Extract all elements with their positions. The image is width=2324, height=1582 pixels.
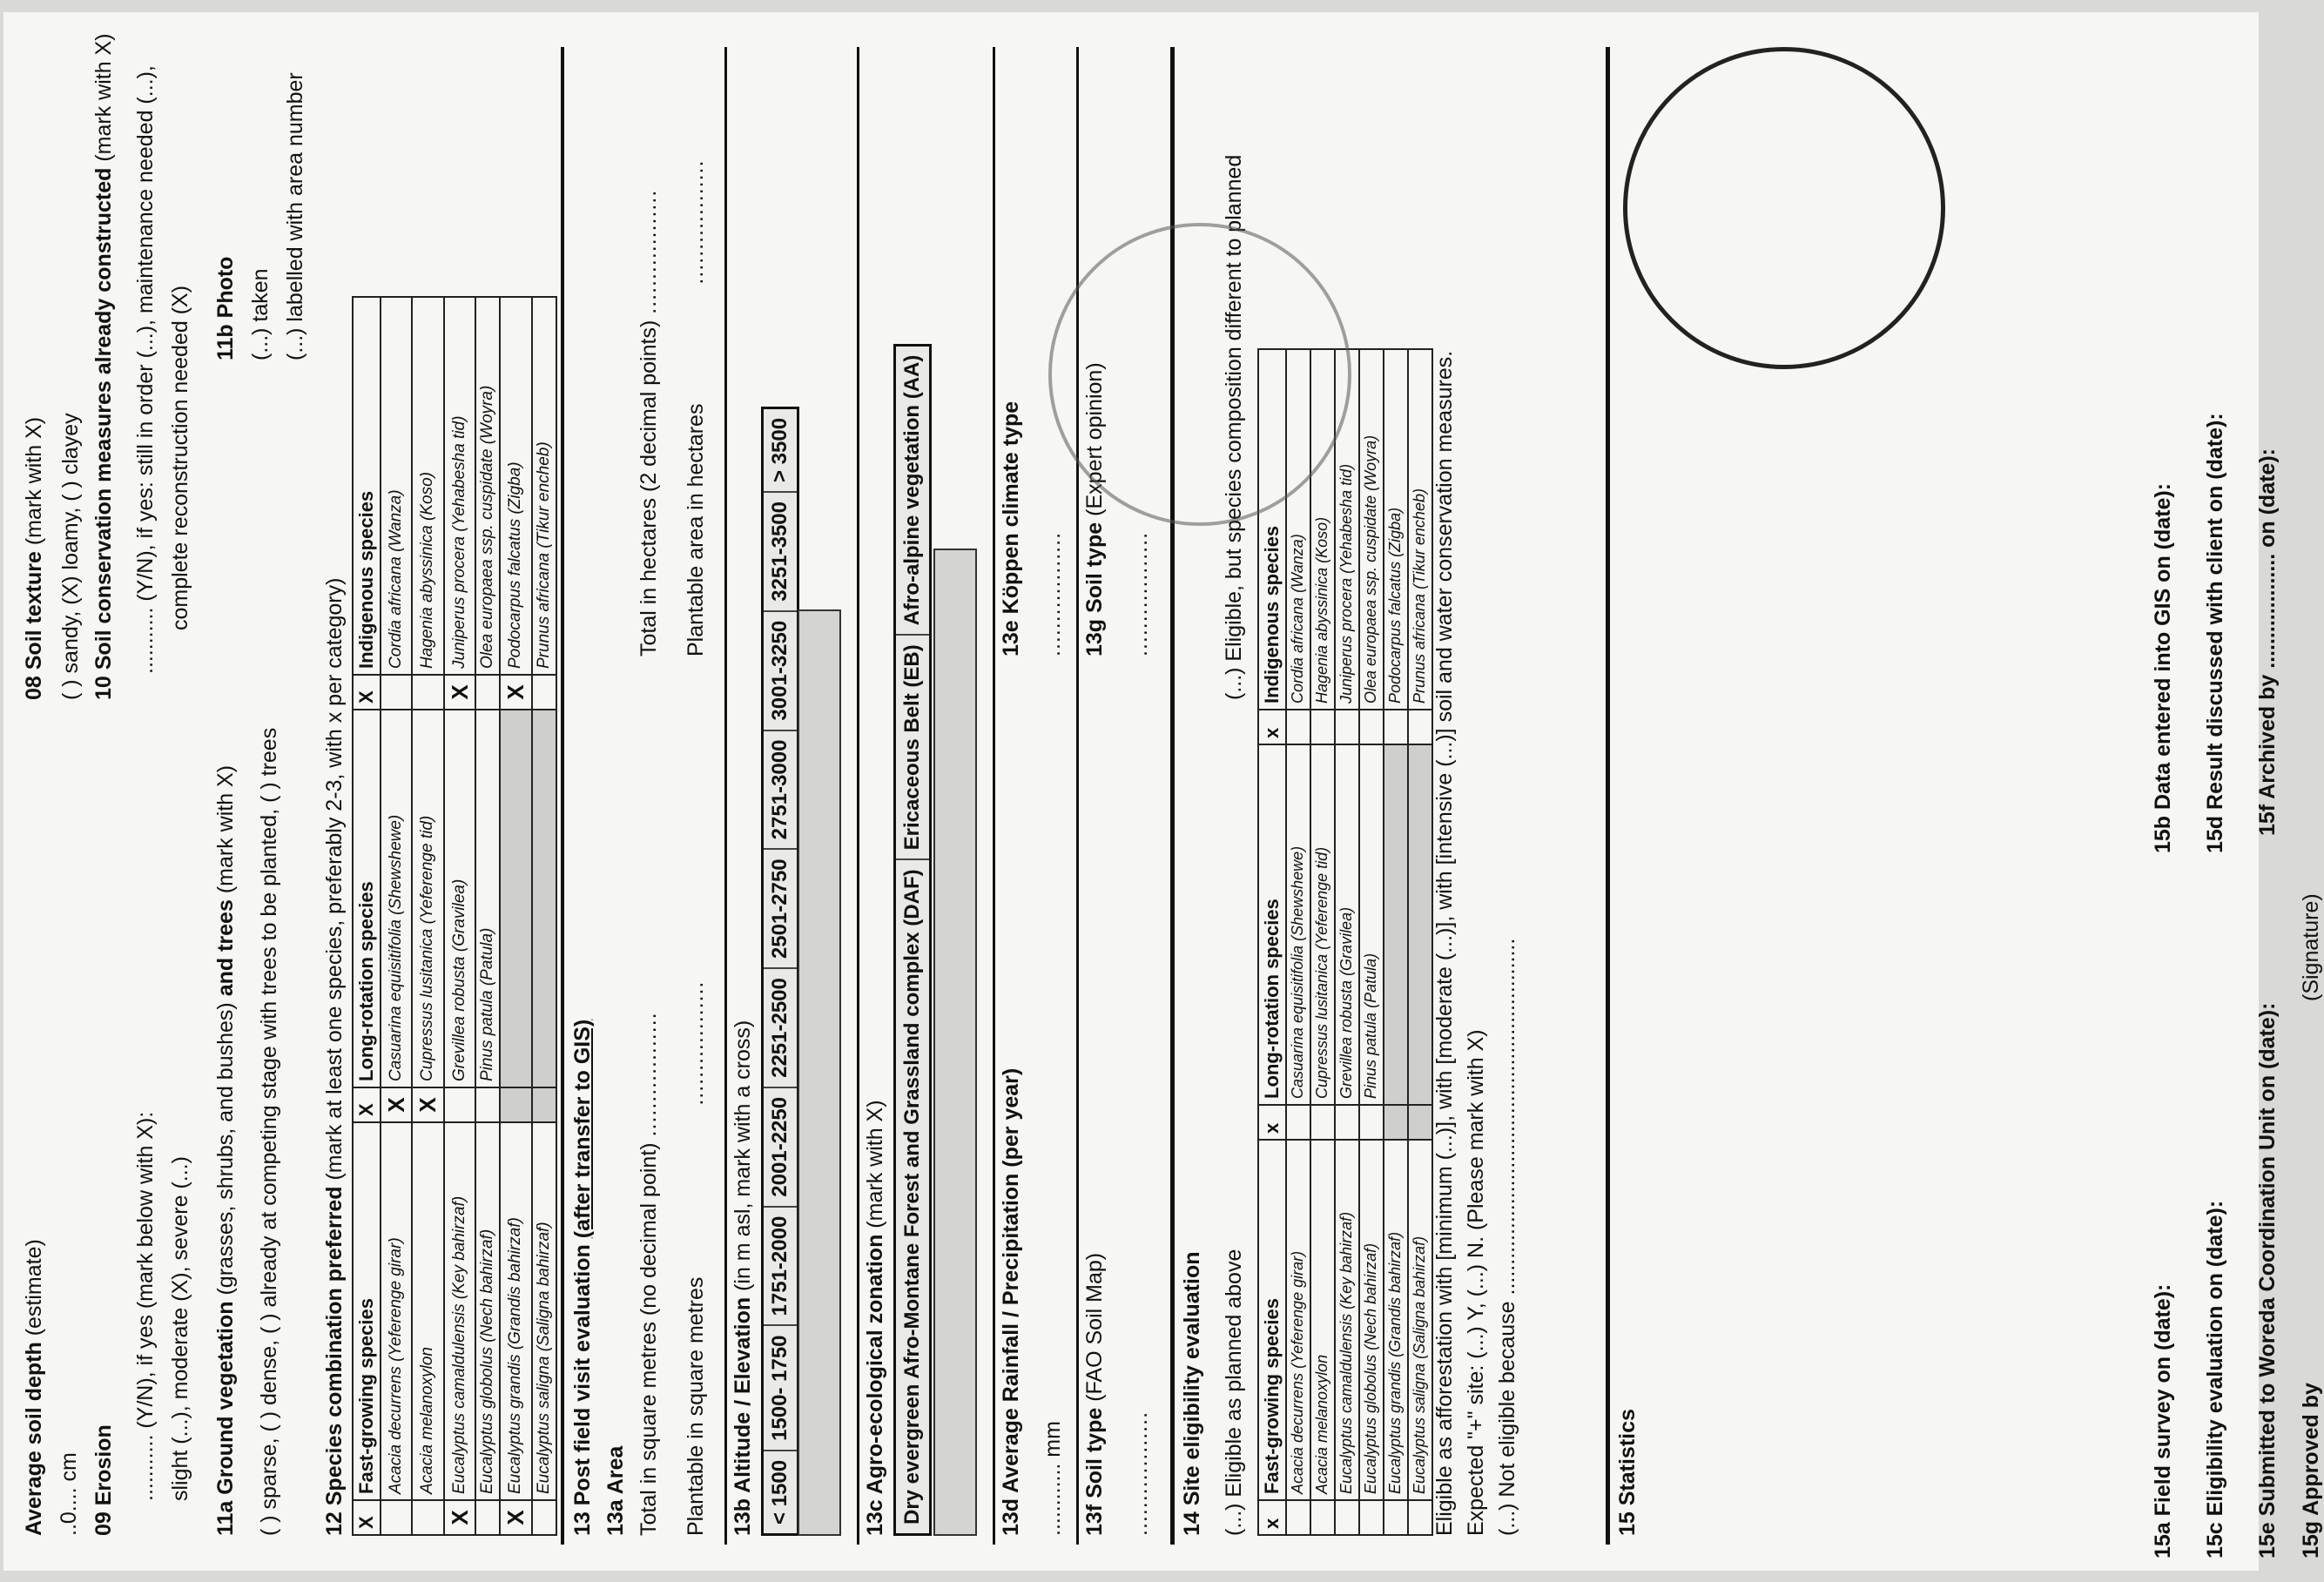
soil-depth-title: Average soil depth xyxy=(22,1342,46,1536)
erosion-title: 09 Erosion xyxy=(91,1424,116,1536)
eligibility-title: 14 Site eligibility evaluation xyxy=(1180,1251,1204,1536)
koppen-field[interactable]: .................. xyxy=(1041,531,1065,656)
species-heading xyxy=(321,578,348,1536)
col-x-fast: X xyxy=(353,1500,381,1535)
species-row xyxy=(444,297,476,1535)
checkbox-fast-0[interactable] xyxy=(381,1500,413,1535)
altitude-option[interactable]: < 1500 xyxy=(764,1450,797,1533)
post-field-heading xyxy=(569,1020,596,1536)
fast-species: Eucalyptus grandis (Grandis bahirzaf) xyxy=(1384,1140,1408,1500)
koppen-title: 13e Köppen climate type xyxy=(999,401,1023,656)
plantable-ha-row xyxy=(683,160,710,656)
checkbox-fast-4[interactable]: X xyxy=(500,1500,532,1535)
checkbox-long-4 xyxy=(500,1087,532,1122)
fast-species: Eucalyptus grandis (Grandis bahirzaf) xyxy=(500,1122,532,1500)
species-row xyxy=(500,297,532,1535)
ground-vegetation-and-trees: and trees xyxy=(213,899,238,997)
empty-cell xyxy=(1408,744,1432,1105)
fast-species: Eucalyptus globolus (Nech bahirzaf) xyxy=(475,1122,500,1500)
post-field-title: 13 Post field visit evaluation xyxy=(570,1244,595,1536)
ind-species: Prunus africana (Tikur encheb) xyxy=(532,297,556,675)
statistics-title: 15 Statistics xyxy=(1615,1409,1640,1536)
soil-fao-hint: (FAO Soil Map) xyxy=(1082,1252,1107,1402)
altitude-option[interactable]: 3001-3250 xyxy=(764,610,797,730)
stat-15f: 15f Archived by ................... on (date): xyxy=(2255,448,2280,836)
empty-cell xyxy=(1408,1105,1432,1140)
ind-species: Prunus africana (Tikur encheb) xyxy=(1408,349,1432,710)
eligibility-species-table xyxy=(1257,348,1433,1536)
soil-fao-title: 13f Soil type xyxy=(1082,1407,1107,1536)
ind-species: Juniperus procera (Yehabesha tid) xyxy=(1335,349,1359,710)
zone-daf[interactable]: Dry evergreen Afro-Montane Forest and Grassland complex (DAF) xyxy=(896,858,929,1533)
total-ha-row xyxy=(636,190,663,656)
faded-stamp-seal xyxy=(1048,223,1351,526)
stat-15g: 15g Approved by xyxy=(2299,1383,2323,1558)
divider xyxy=(561,47,564,1545)
altitude-hint: (in m asl, mark with a cross) xyxy=(731,1020,755,1291)
soil-texture-options: ( ) sandy, (X) loamy, ( ) clayey xyxy=(58,413,83,700)
eligibility-row xyxy=(1286,349,1310,1535)
checkbox-long-3[interactable] xyxy=(475,1087,500,1122)
soil-conservation-hint: (mark with X) xyxy=(91,33,116,162)
ind-species: Hagenia abyssinica (Koso) xyxy=(1310,349,1335,710)
checkbox[interactable] xyxy=(1286,710,1310,744)
eligibility-row xyxy=(1310,349,1335,1535)
empty-cell xyxy=(1384,744,1408,1105)
not-eligible[interactable]: (...) Not eligible because ........................................................... xyxy=(1495,938,1519,1536)
agro-zone-heading xyxy=(862,1100,889,1536)
long-species: Casuarina equisitifolia (Shewshewe) xyxy=(381,710,413,1087)
col-fast-growing: Fast-growing species xyxy=(353,1122,381,1500)
altitude-option[interactable]: 2251-2500 xyxy=(764,967,797,1087)
fast-species: Eucalyptus camaldulensis (Key bahirzaf) xyxy=(444,1122,476,1500)
divider xyxy=(993,47,995,1545)
checkbox-ind-2[interactable]: X xyxy=(444,675,476,710)
plantable-ha-label: Plantable area in hectares xyxy=(684,403,708,656)
soil-conservation-heading xyxy=(91,33,118,700)
species-row xyxy=(475,297,500,1535)
expected-site: Expected "+" site: (...) Y, (...) N. (Please mark with X) xyxy=(1464,1029,1488,1536)
soil-fao-heading xyxy=(1081,1253,1108,1536)
total-sqm-row xyxy=(636,1012,663,1536)
soil-depth-hint: (estimate) xyxy=(22,1239,46,1336)
ind-species: Olea europaea ssp. cuspidate (Woyra) xyxy=(475,297,500,675)
soil-expert-hint: (Expert opinion) xyxy=(1082,362,1107,516)
checkbox-fast-3[interactable] xyxy=(475,1500,500,1535)
long-species: Cupressus lusitanica (Yeferenge tid) xyxy=(1310,744,1335,1105)
checkbox[interactable] xyxy=(1359,1500,1384,1535)
soil-texture-hint: (mark with X) xyxy=(22,416,46,546)
long-species: Pinus patula (Patula) xyxy=(1359,744,1384,1105)
plantable-ha-field[interactable]: .................. xyxy=(684,159,708,285)
official-stamp-seal xyxy=(1623,47,1945,369)
long-species: Grevillea robusta (Gravilea) xyxy=(1335,744,1359,1105)
checkbox-ind-0[interactable] xyxy=(381,675,413,710)
rainfall-title: 13d Average Rainfall / Precipitation xyxy=(999,1173,1023,1536)
plantable-sqm-label: Plantable in square metres xyxy=(684,1276,708,1536)
long-species: Grevillea robusta (Gravilea) xyxy=(444,710,476,1087)
species-row xyxy=(532,297,556,1535)
checkbox[interactable] xyxy=(1408,1500,1432,1535)
ground-vegetation-heading xyxy=(212,765,239,1536)
zone-aa[interactable]: Afro-alpine vegetation (AA) xyxy=(900,354,924,626)
checkbox[interactable] xyxy=(1359,1105,1384,1140)
ind-species: Olea europaea ssp. cuspidate (Woyra) xyxy=(1359,349,1384,710)
stat-15c: 15c Eligibility evaluation on (date): xyxy=(2203,1200,2227,1558)
signature-label: (Signature) xyxy=(2299,893,2323,1001)
checkbox[interactable] xyxy=(1310,1105,1335,1140)
species-row xyxy=(381,297,413,1535)
soil-conservation-line1: ........... (Y/N), if yes: still in order (...), maintenance needed (...), xyxy=(133,65,158,674)
species-hint: (mark at least one species, preferably 2-3, with x per category) xyxy=(322,577,347,1181)
rainfall-value[interactable]: ............ mm xyxy=(1041,1421,1065,1536)
altitude-option[interactable]: 2001-2250 xyxy=(764,1087,797,1206)
soil-depth-heading xyxy=(21,1239,48,1536)
checkbox-long-0[interactable]: X xyxy=(381,1087,413,1122)
fast-species: Acacia melanoxylon xyxy=(412,1122,444,1500)
soil-fao-field[interactable]: .................. xyxy=(1128,1410,1152,1536)
long-species: Casuarina equisitifolia (Shewshewe) xyxy=(1286,744,1310,1105)
agro-zone-title: 13c Agro-ecological zonation xyxy=(863,1234,887,1536)
checkbox[interactable] xyxy=(1335,1500,1359,1535)
ground-vegetation-hint: (mark with X) xyxy=(213,764,238,894)
col-x-ind: X xyxy=(353,675,381,710)
ind-species: Cordia africana (Wanza) xyxy=(381,297,413,675)
altitude-heading xyxy=(730,1020,757,1536)
checkbox[interactable] xyxy=(1335,1105,1359,1140)
col-x: x xyxy=(1258,710,1286,744)
fast-species: Acacia melanoxylon xyxy=(1310,1140,1335,1500)
photo-title: 11b Photo xyxy=(213,256,238,360)
col-x: x xyxy=(1258,1500,1286,1535)
fast-species: Acacia decurrens (Yeferenge girar) xyxy=(381,1122,413,1500)
col-long-rotation: Long-rotation species xyxy=(1258,744,1286,1105)
col-indigenous: Indigenous species xyxy=(1258,349,1286,710)
plantable-sqm-row xyxy=(683,981,710,1536)
eligibility-row xyxy=(1384,349,1408,1535)
altitude-option[interactable]: > 3500 xyxy=(768,417,792,482)
altitude-title: 13b Altitude / Elevation xyxy=(731,1296,755,1536)
stat-15b: 15b Data entered into GIS on (date): xyxy=(2151,482,2175,853)
agro-zone-hint: (mark with X) xyxy=(863,1100,887,1229)
area-title: 13a Area xyxy=(603,1445,628,1536)
erosion-line1: ........... (Y/N), if yes (mark below with X): xyxy=(133,1111,158,1501)
checkbox-fast-2[interactable]: X xyxy=(444,1500,476,1535)
altitude-option[interactable]: 1500- 1750 xyxy=(764,1324,797,1449)
checkbox[interactable] xyxy=(1310,710,1335,744)
species-table xyxy=(352,296,557,1536)
soil-conservation-line2: complete reconstruction needed (X) xyxy=(168,285,192,630)
total-ha-field[interactable]: .................. xyxy=(637,189,661,314)
checkbox[interactable] xyxy=(1384,710,1408,744)
checkbox[interactable] xyxy=(1286,1500,1310,1535)
checkbox[interactable] xyxy=(1335,710,1359,744)
checkbox-ind-3[interactable] xyxy=(475,675,500,710)
statistics-note xyxy=(1916,1184,1950,1532)
soil-depth-value: ..0.... cm xyxy=(57,1452,81,1536)
species-row xyxy=(412,297,444,1535)
empty-cell xyxy=(532,1087,556,1122)
eligibility-row xyxy=(1359,349,1384,1535)
checkbox[interactable] xyxy=(1286,1105,1310,1140)
eligible-as-planned[interactable]: (...) Eligible as planned above xyxy=(1222,1249,1246,1536)
ground-vegetation-title: 11a Ground vegetation xyxy=(213,1301,238,1536)
fast-species: Eucalyptus globolus (Nech bahirzaf) xyxy=(1359,1140,1384,1500)
soil-expert-title: 13g Soil type xyxy=(1082,522,1107,656)
checkbox[interactable] xyxy=(1359,710,1384,744)
ind-species: Juniperus procera (Yehabesha tid) xyxy=(444,297,476,675)
empty-cell xyxy=(500,710,532,1087)
ind-species: Cordia africana (Wanza) xyxy=(1286,349,1310,710)
fast-species: Eucalyptus saligna (Saligna bahirzaf) xyxy=(532,1122,556,1500)
agro-zones xyxy=(893,344,932,1536)
fast-species: Acacia decurrens (Yeferenge girar) xyxy=(1286,1140,1310,1500)
eligibility-row xyxy=(1335,349,1359,1535)
col-long-rotation: Long-rotation species xyxy=(353,710,381,1087)
divider xyxy=(724,47,727,1545)
total-sqm-label: Total in square metres (no decimal point) xyxy=(637,1142,661,1536)
col-fast-growing: Fast-growing species xyxy=(1258,1140,1286,1500)
eligibility-text: Eligible as afforestation with [minimum (...)], with [moderate (...)], with [intensive (...)] soil and water conservation measures. xyxy=(1432,350,1457,1536)
divider-thick xyxy=(1606,47,1610,1545)
checkbox[interactable] xyxy=(1384,1500,1408,1535)
checkbox-fast-1[interactable] xyxy=(412,1500,444,1535)
agro-zone-mark-row[interactable] xyxy=(933,549,977,1536)
checkbox-ind-1[interactable] xyxy=(412,675,444,710)
altitude-mark-row[interactable] xyxy=(798,609,841,1536)
empty-cell xyxy=(532,710,556,1087)
col-x: x xyxy=(1258,1105,1286,1140)
species-title: 12 Species combination preferred xyxy=(322,1186,347,1536)
col-indigenous: Indigenous species xyxy=(353,297,381,675)
ind-species: Podocarpus falcatus (Zigba) xyxy=(1384,349,1408,710)
soil-expert-field[interactable]: .................. xyxy=(1128,531,1152,656)
photo-labelled: (...) labelled with area number xyxy=(283,72,307,360)
divider xyxy=(1076,47,1079,1545)
long-species: Pinus patula (Patula) xyxy=(475,710,500,1087)
ind-species: Podocarpus falcatus (Zigba) xyxy=(500,297,532,675)
altitude-option[interactable]: 2501-2750 xyxy=(764,848,797,967)
checkbox[interactable] xyxy=(1310,1500,1335,1535)
soil-texture-heading xyxy=(21,417,48,700)
plantable-sqm-field[interactable]: .................. xyxy=(684,980,708,1106)
erosion-line2: slight (...), moderate (X), severe (...) xyxy=(168,1156,192,1501)
altitude-option[interactable]: 2751-3000 xyxy=(764,730,797,849)
fast-species: Eucalyptus camaldulensis (Key bahirzaf) xyxy=(1335,1140,1359,1500)
col-x-long: X xyxy=(353,1087,381,1122)
long-species: Cupressus lusitanica (Yeferenge tid) xyxy=(412,710,444,1087)
divider xyxy=(857,47,859,1545)
eligible-different[interactable]: (...) Eligible, but species composition different to planned xyxy=(1222,154,1246,700)
ground-vegetation-options: ( ) sparse, ( ) dense, ( ) already at competing stage with trees to be planted, ( ) trees xyxy=(257,727,281,1536)
checkbox-ind-4[interactable]: X xyxy=(500,675,532,710)
total-sqm-field[interactable]: .................. xyxy=(637,1012,661,1137)
total-ha-label: Total in hectares (2 decimal points) xyxy=(637,320,661,656)
altitude-option[interactable]: 3251-3500 xyxy=(764,491,797,610)
rainfall-hint: (per year) xyxy=(999,1067,1023,1168)
checkbox-fast-5[interactable] xyxy=(532,1500,556,1535)
rainfall-heading xyxy=(998,1068,1025,1536)
stat-15a: 15a Field survey on (date): xyxy=(2151,1283,2175,1558)
photo-taken: (...) taken xyxy=(248,268,273,360)
ground-vegetation-paren: (grasses, shrubs, and bushes) xyxy=(213,1002,238,1296)
altitude-option[interactable]: 1751-2000 xyxy=(764,1206,797,1325)
soil-conservation-title: 10 Soil conservation measures already constructed xyxy=(91,167,116,700)
altitude-ranges xyxy=(761,407,799,1536)
checkbox-ind-5[interactable] xyxy=(532,675,556,710)
eligibility-row xyxy=(1408,349,1432,1535)
empty-cell xyxy=(1384,1105,1408,1140)
checkbox-long-1[interactable]: X xyxy=(412,1087,444,1122)
checkbox[interactable] xyxy=(1408,710,1432,744)
soil-texture-title: 08 Soil texture xyxy=(22,551,46,700)
zone-eb[interactable]: Ericaceous Belt (EB) xyxy=(896,634,929,858)
ind-species: Hagenia abyssinica (Koso) xyxy=(412,297,444,675)
checkbox-long-2[interactable] xyxy=(444,1087,476,1122)
stat-15e: 15e Submitted to Woreda Coordination Unit on (date): xyxy=(2255,1002,2280,1558)
stat-15d: 15d Result discussed with client on (date): xyxy=(2203,413,2227,853)
post-field-link: (after transfer to GIS) xyxy=(570,1019,595,1239)
fast-species: Eucalyptus saligna (Saligna bahirzaf) xyxy=(1408,1140,1432,1500)
